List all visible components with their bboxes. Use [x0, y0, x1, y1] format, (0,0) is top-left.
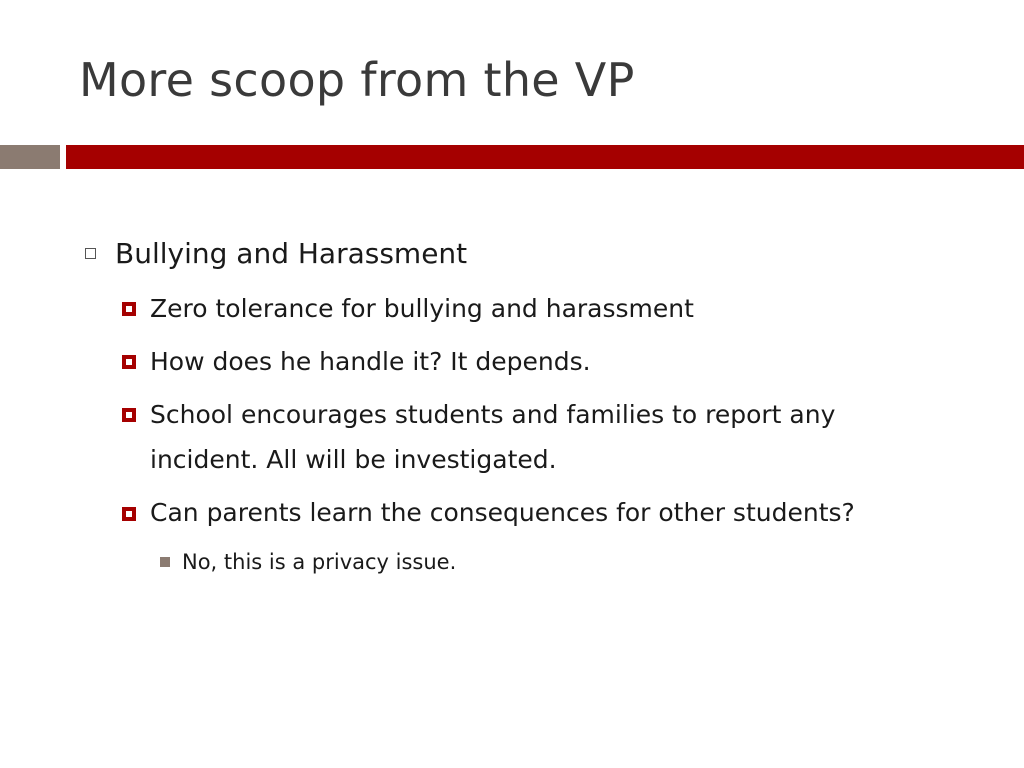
bullet-level2-report-incident: School encourages students and families to report any: [150, 400, 836, 429]
red-square-bullet-icon: [122, 302, 136, 316]
red-square-bullet-icon: [122, 507, 136, 521]
bullet-level2-consequences: Can parents learn the consequences for other students?: [150, 498, 855, 527]
bullet-level2-handle-it: How does he handle it? It depends.: [150, 347, 591, 376]
hollow-square-bullet-icon: [85, 248, 96, 259]
bullet-level3-privacy: No, this is a privacy issue.: [182, 550, 457, 574]
bullet-level2-report-incident-continuation: incident. All will be investigated.: [150, 445, 557, 474]
bullet-level2-zero-tolerance: Zero tolerance for bullying and harassment: [150, 294, 694, 323]
taupe-square-bullet-icon: [160, 557, 170, 567]
slide-title: More scoop from the VP: [79, 53, 635, 107]
bullet-level1-bullying: Bullying and Harassment: [115, 237, 468, 270]
red-square-bullet-icon: [122, 408, 136, 422]
red-square-bullet-icon: [122, 355, 136, 369]
